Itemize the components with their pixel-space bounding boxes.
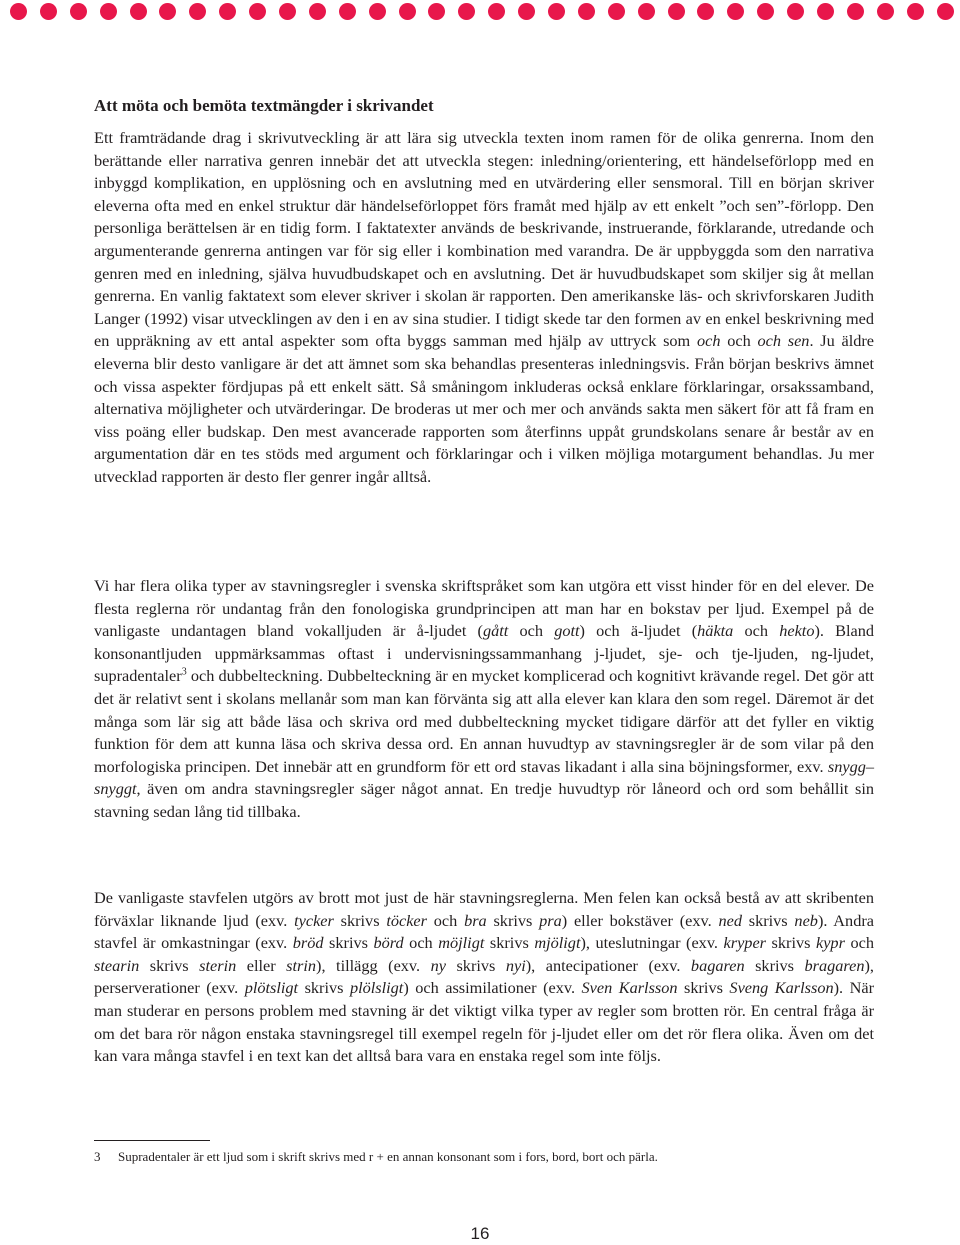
paragraph-spelling-errors: De vanligaste stavfelen utgörs av brott mot just de här stavningsreglerna. Men felen kan också bestå av att skribenten förväxlar liknande ljud (exv. tycker skrivs töcker och bra skrivs pra) eller bokstäver (exv. ned skrivs neb). Andra stavfel är omkastningar (exv. bröd skrivs börd och möjligt skrivs mjöligt), uteslutningar (exv. kryper skrivs kypr och stearin skrivs sterin eller strin), tillägg (exv. ny skrivs nyi), antecipationer (exv. bagaren skrivs bragaren), perserverationer (exv. plötsligt skrivs plölsligt) och assimilationer (exv. Sven Karlsson skrivs Sveng Karlsson). När man studerar en persons problem med stavning är det viktigt vilka typer av regler som brotten rör. En central fråga är om det bara rör någon enstaka stavningsregel till exempel regeln för j-ljudet eller om det rör flera olika. Även om det kan vara många stavfel i en text kan det alltså bara vara en enstaka regel som inte följs.	[94, 888, 874, 1066]
footnote-text: Supradentaler är ett ljud som i skrift skrivs med r + en annan konsonant som i fors, bord, bort och pärla.	[118, 1149, 658, 1164]
decorative-dot	[10, 3, 27, 20]
decorative-dot	[548, 3, 565, 20]
footnote-divider	[94, 1140, 210, 1141]
page-number: 16	[470, 1224, 490, 1243]
footnote-reference: 3	[181, 666, 187, 678]
decorative-dot	[757, 3, 774, 20]
decorative-dot	[219, 3, 236, 20]
decorative-dot	[309, 3, 326, 20]
decorative-dot	[518, 3, 535, 20]
decorative-dot	[339, 3, 356, 20]
decorative-dot	[578, 3, 595, 20]
decorative-dot	[189, 3, 206, 20]
decorative-dot	[907, 3, 924, 20]
paragraph-spelling-rules: Vi har flera olika typer av stavningsregler i svenska skriftspråket som kan utgöra ett visst hinder för en del elever. De flesta reglerna rör undantag från den fonologiska grundprincipen att man har en bokstav per ljud. Exempel på de vanligaste undantagen bland vokalljuden är å-ljudet (gått och gott) och ä-ljudet (häkta och hekto). Bland konsonantljuden uppmärksammas oftast i undervisningssammanhang j-ljudet, sje- och tje-ljuden, ng-ljudet, supradentaler$^3$ och dubbelteckning. Dubbelteckning är en mycket komplicerad och kognitivt krävande regel. Det gör att det är relativt sent i skolans mellanår som man kan förvänta sig att alla elever kan klara den som regel. Däremot är det många som lär sig att både läsa och skriva ord med dubbelteckning mycket tidigare därför att det fyller en viktig funktion för dem att kunna läsa och skriva dessa ord. En annan huvudtyp av stavningsregler är de som vilar på den morfologiska principen. Det innebär att en grundform för ett ord stavas likadant i alla sina böjningsformer, exv. snygg–snyggt, även om andra stavningsregler säger något annat. En tredje huvudtyp rör låneord och ord som behållit sin stavning sedan lång tid tillbaka.	[94, 576, 875, 821]
decorative-dot	[100, 3, 117, 20]
decorative-dot	[279, 3, 296, 20]
paragraph-genres: Ett framträdande drag i skrivutveckling är att lära sig utveckla texten inom ramen för de olika genrerna. Inom den berättande eller narrativa genren innebär det att utveckla stegen: inledning/orientering, ett händelseförlopp med en inbyggd komplikation, en upplösning och en avslutning med en utvärdering eller sensmoral. Till en början skriver eleverna ofta med en enkel struktur där händelseförloppet förs framåt med hjälp av ett enkelt ”och sen”-förlopp. Den personliga berättelsen är en tidig form. I faktatexter används de beskrivande, instruerande, förklarande, utredande och argumenterande genrerna antingen var för sig eller i kombination med varandra. De är uppbyggda som den narrativa genren med en inledning, själva huvudbudskapet och en avslutning. Det är huvudbudskapet som skiljer sig åt mellan genrerna. En vanlig faktatext som elever skriver i skolan är rapporten. Den amerikanske läs- och skrivforskaren Judith Langer (1992) visar utvecklingen av den i en av sina studier. I tidigt skede tar den formen av en enkel beskrivning med en uppräkning av ett antal aspekter som ofta byggs samman med hjälp av uttryck som och och och sen. Ju äldre eleverna blir desto vanligare är det att ämnet som ska behandlas presenteras inledningsvis. Från början beskrivs ämnet och vissa aspekter fördjupas på ett enkelt sätt. Så småningom inkluderas också enklare förklaringar, orsakssamband, alternativa möjligheter och utvärderingar. De broderas ut mer och mer och används sakta men säkert för att få fram en viss poäng eller budskap. Den mest avancerade rapporten som återfinns uppåt grundskolans senare år består av en argumentation där en tes stöds med argument och förklaringar och i vilken möjliga motargument behandlas. Ju mer utvecklad rapporten är desto fler genrer ingår alltså.	[94, 128, 875, 486]
decorative-dot	[70, 3, 87, 20]
decorative-dot	[877, 3, 894, 20]
decorative-dot	[697, 3, 714, 20]
decorative-dot	[399, 3, 416, 20]
decorative-dot	[159, 3, 176, 20]
footnote	[94, 1148, 874, 1166]
decorative-dot	[638, 3, 655, 20]
decorative-dot	[428, 3, 445, 20]
decorative-dot	[249, 3, 266, 20]
decorative-dot	[608, 3, 625, 20]
decorative-dot	[458, 3, 475, 20]
decorative-dot	[488, 3, 505, 20]
decorative-dot	[40, 3, 57, 20]
section-heading: Att möta och bemöta textmängder i skrivandet	[94, 96, 434, 115]
decorative-dot	[727, 3, 744, 20]
decorative-dot	[130, 3, 147, 20]
decorative-dot	[787, 3, 804, 20]
decorative-dot	[817, 3, 834, 20]
decorative-dot	[369, 3, 386, 20]
decorative-dot-row	[0, 3, 960, 23]
decorative-dot	[847, 3, 864, 20]
footnote-number: 3	[94, 1149, 101, 1164]
decorative-dot	[937, 3, 954, 20]
decorative-dot	[668, 3, 685, 20]
